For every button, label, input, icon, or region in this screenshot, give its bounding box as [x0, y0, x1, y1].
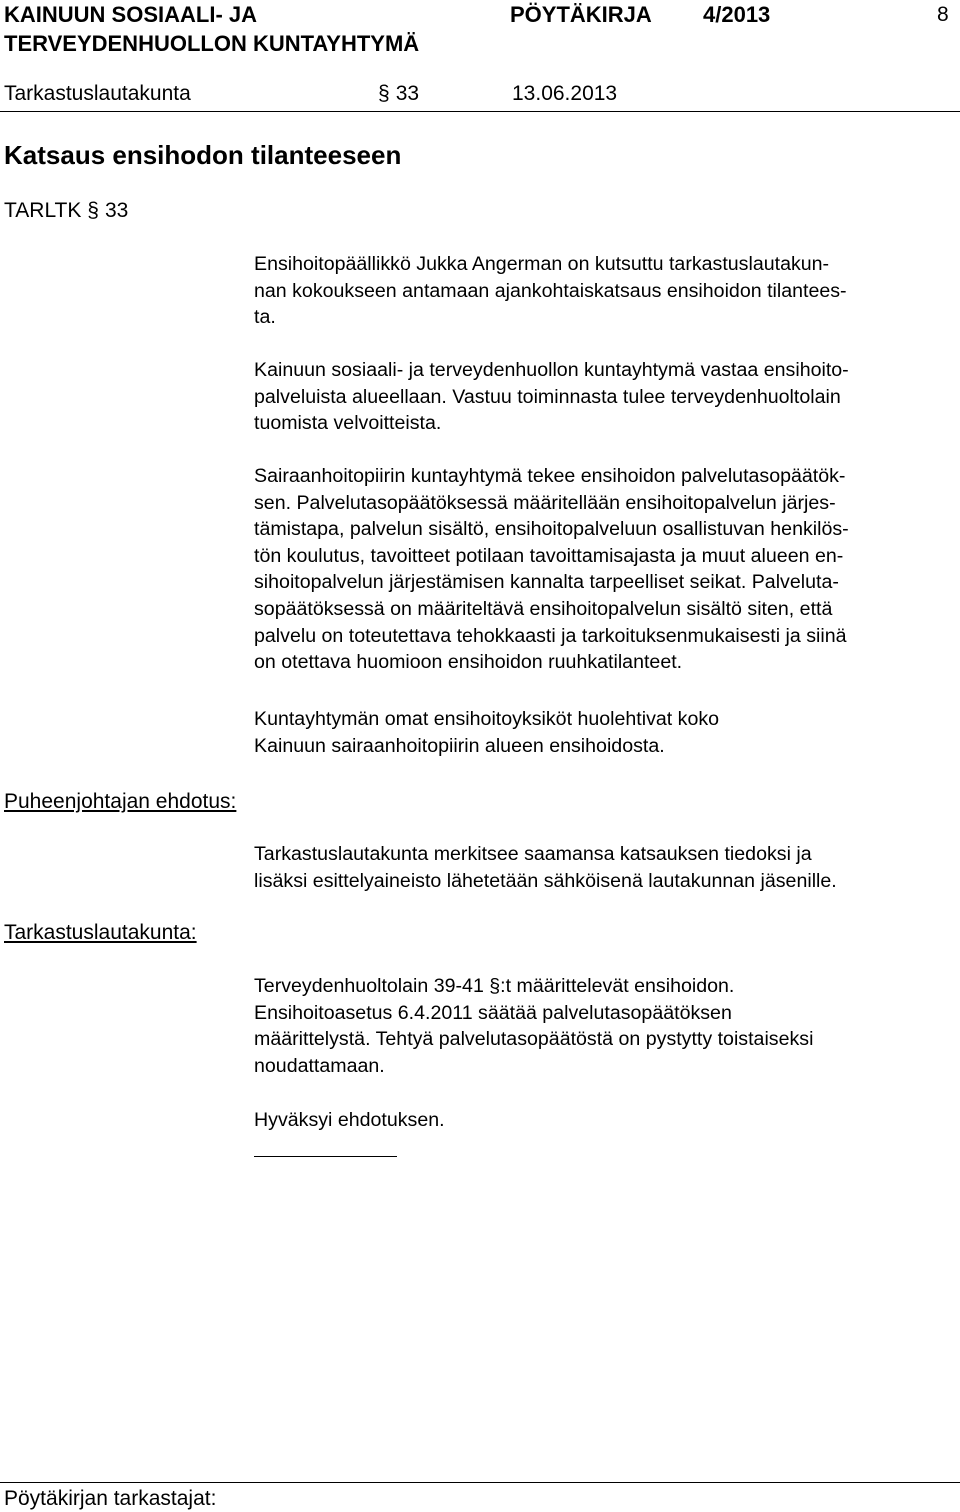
text-line: Kainuun sairaanhoitopiirin alueen ensihoidosta.	[254, 734, 665, 757]
document-number: 4/2013	[703, 2, 771, 27]
text-line: nan kokoukseen antamaan ajankohtaiskatsaus ensihoidon tilantees-	[254, 279, 847, 302]
text-line: Hyväksyi ehdotuksen.	[254, 1109, 445, 1131]
text-line: Terveydenhuoltolain 39-41 §:t määrittelevät ensihoidon.	[254, 975, 735, 997]
body-name: Tarkastuslautakunta	[4, 82, 191, 105]
section-symbol: §	[378, 82, 390, 105]
meeting-date: 13.06.2013	[512, 82, 618, 105]
page-number: 8	[937, 3, 949, 26]
text-line: tämistapa, palvelun sisältö, ensihoitopalveluun osallistuvan henkilös-	[254, 518, 849, 541]
paragraph-responsibility	[254, 357, 956, 437]
paragraph-legal-basis	[254, 973, 956, 1079]
text-line: Ensihoitopäällikkö Jukka Angerman on kutsuttu tarkastuslautakun-	[254, 253, 830, 275]
label-board-decision: Tarkastuslautakunta:	[4, 921, 197, 944]
text-line: määrittelystä. Tehtyä palvelutasopäätöstä on pystytty toistaiseksi	[254, 1028, 814, 1051]
text-line: Ensihoitoasetus 6.4.2011 säätää palvelutasopäätöksen	[254, 1001, 732, 1024]
item-reference	[4, 198, 128, 224]
text-line: tuomista velvoitteista.	[254, 412, 442, 435]
text-line: on otettava huomioon ensihoidon ruuhkatilanteet.	[254, 651, 683, 674]
text-line: Kainuun sosiaali- ja terveydenhuollon kuntayhtymä vastaa ensihoito-	[254, 359, 849, 381]
organization-name-line1: KAINUUN SOSIAALI- JA	[4, 2, 258, 27]
text-line: Kuntayhtymän omat ensihoitoyksiköt huolehtivat koko	[254, 708, 720, 730]
text-line: Tarkastuslautakunta merkitsee saamansa katsauksen tiedoksi ja	[254, 843, 812, 865]
text-line: palvelu on toteutettava tehokkaasti ja tarkoituksenmukaisesti ja siinä	[254, 624, 847, 647]
page-title: Katsaus ensihodon tilanteeseen	[4, 140, 402, 170]
paragraph-proposal	[254, 841, 956, 894]
text-line: sopäätöksessä on määriteltävä ensihoitopalvelun sisältö siten, että	[254, 597, 833, 620]
text-line: ta.	[254, 306, 276, 329]
paragraph-invitation	[254, 251, 956, 331]
text-line: noudattamaan.	[254, 1054, 385, 1077]
header-divider	[0, 111, 960, 112]
text-line: palveluista alueellaan. Vastuu toiminnasta tulee terveydenhuoltolain	[254, 385, 841, 408]
item-number: 33	[104, 199, 129, 222]
section-reference	[378, 81, 419, 107]
footer-verifiers-label: Pöytäkirjan tarkastajat:	[4, 1487, 217, 1510]
paragraph-own-units	[254, 706, 956, 759]
document-type: PÖYTÄKIRJA	[510, 2, 652, 27]
decision-end-rule	[254, 1156, 397, 1157]
text-line: tön koulutus, tavoitteet potilaan tavoittamisajasta ja muut alueen en-	[254, 544, 844, 567]
paragraph-service-level	[254, 463, 956, 676]
text-line: Sairaanhoitopiirin kuntayhtymä tekee ensihoidon palvelutasopäätök-	[254, 465, 846, 487]
label-chair-proposal: Puheenjohtajan ehdotus:	[4, 790, 237, 813]
organization-name-line2: TERVEYDENHUOLLON KUNTAYHTYMÄ	[4, 31, 420, 56]
section-number: 33	[395, 82, 420, 105]
item-section-symbol: §	[87, 199, 99, 222]
footer-divider	[0, 1482, 960, 1483]
text-line: sihoitopalvelun järjestämisen kannalta tarpeelliset seikat. Palveluta-	[254, 571, 839, 594]
text-line: sen. Palvelutasopäätöksessä määritellään ensihoitopalvelun järjes-	[254, 491, 836, 514]
paragraph-decision	[254, 1107, 956, 1134]
item-code: TARLTK	[4, 199, 82, 222]
text-line: lisäksi esittelyaineisto lähetetään sähköisenä lautakunnan jäsenille.	[254, 869, 837, 892]
